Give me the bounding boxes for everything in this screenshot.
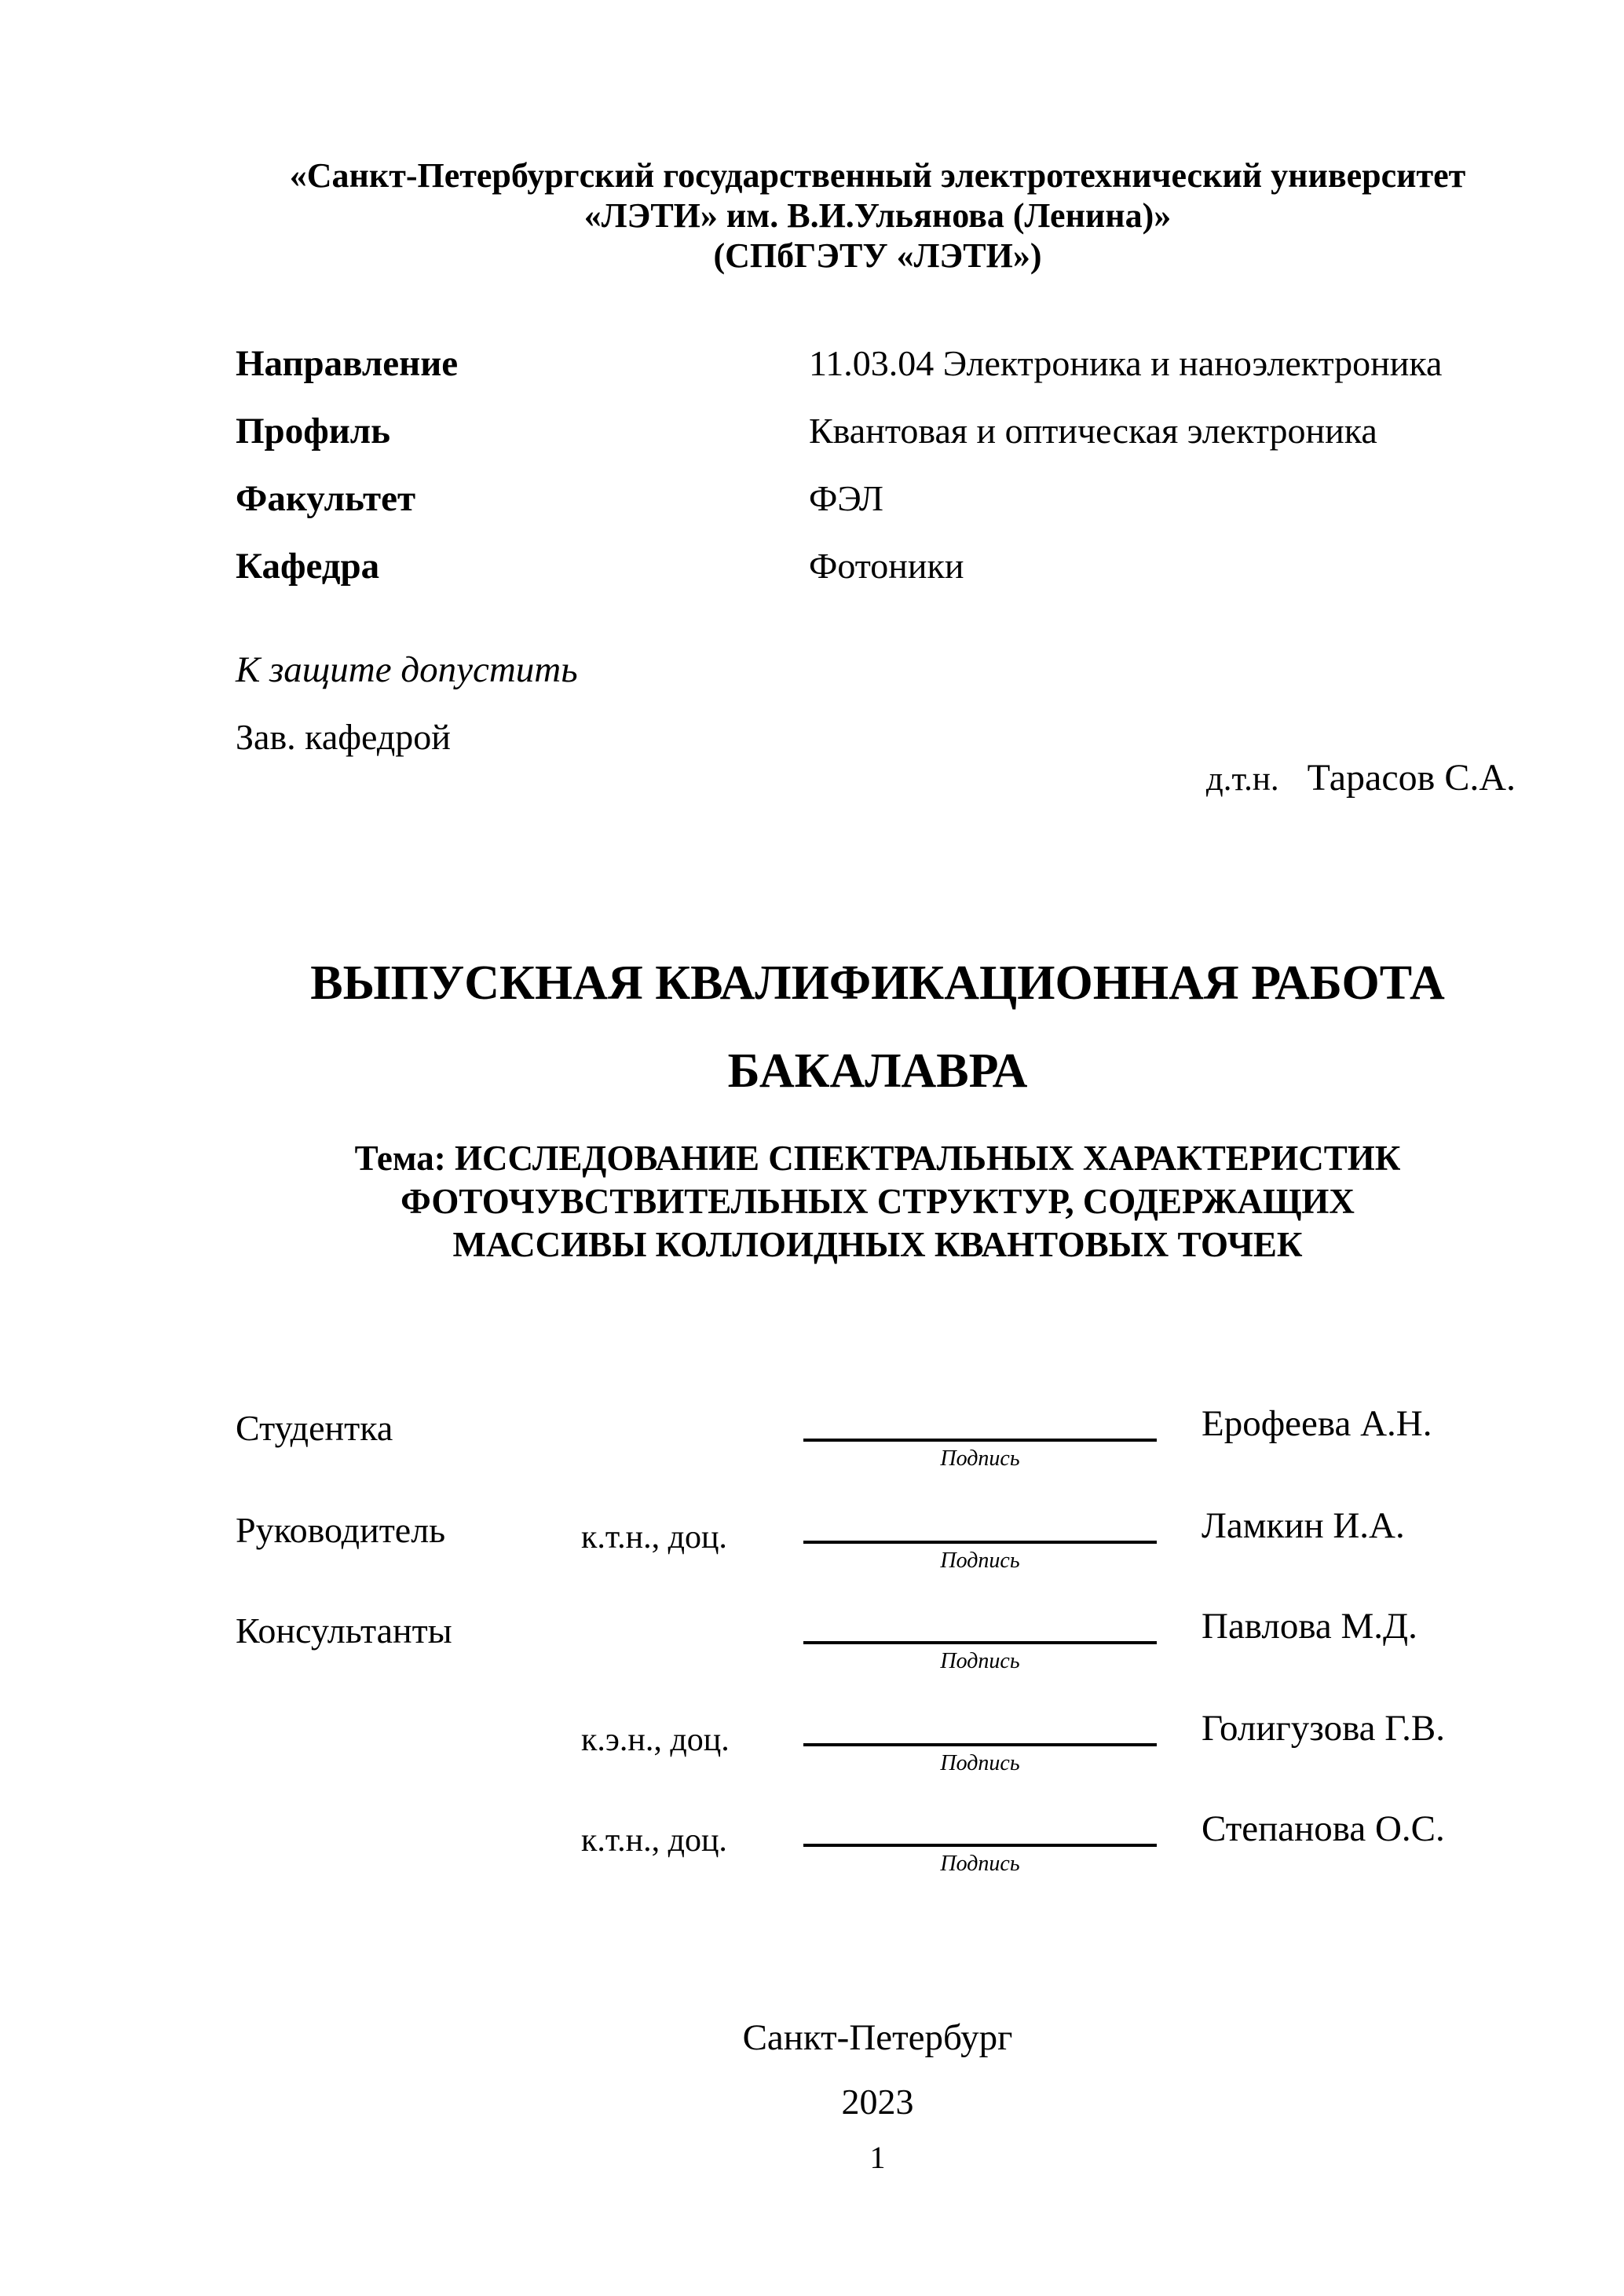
work-title-line2: БАКАЛАВРА — [727, 1044, 1028, 1098]
signature-line — [803, 1712, 1157, 1746]
signature-name: Ламкин И.А. — [1202, 1505, 1405, 1546]
signature-caption: Подпись — [940, 1852, 1020, 1876]
footer-city: Санкт-Петербург — [742, 2017, 1013, 2058]
field-label-profile: Профиль — [236, 411, 391, 452]
work-title — [236, 939, 1520, 1115]
signature-name: Ерофеева А.Н. — [1202, 1403, 1432, 1444]
field-label-faculty: Факультет — [236, 478, 416, 519]
university-name-line1: «Санкт-Петербургский государственный электротехнический университет — [289, 156, 1466, 195]
signature-name: Степанова О.С. — [1202, 1808, 1445, 1849]
signature-role: Руководитель — [236, 1510, 446, 1550]
field-value-direction: 11.03.04 Электроника и наноэлектроника — [809, 343, 1443, 383]
field-value-profile: Квантовая и оптическая электроника — [809, 411, 1377, 451]
field-label-department: Кафедра — [236, 546, 380, 587]
topic-line1: Тема: ИССЛЕДОВАНИЕ СПЕКТРАЛЬНЫХ ХАРАКТЕРИСТИК — [354, 1139, 1401, 1178]
field-value-department: Фотоники — [809, 546, 964, 586]
university-abbreviation: (СПбГЭТУ «ЛЭТИ») — [713, 236, 1042, 275]
signature-row-student — [236, 1403, 1520, 1501]
signature-row-consultant-2 — [236, 1708, 1520, 1806]
signature-row-consultant-3 — [236, 1808, 1520, 1907]
topic-block — [236, 1137, 1520, 1267]
signature-area — [803, 1712, 1157, 1776]
signature-area — [803, 1407, 1157, 1472]
field-row-direction — [236, 342, 1520, 393]
admission-statement: К защите допустить — [236, 649, 578, 690]
topic-line3: МАССИВЫ КОЛЛОИДНЫХ КВАНТОВЫХ ТОЧЕК — [452, 1225, 1303, 1264]
signature-area — [803, 1812, 1157, 1877]
signature-caption: Подпись — [940, 1548, 1020, 1573]
field-row-department — [236, 545, 1520, 595]
signature-name: Голигузова Г.В. — [1202, 1708, 1445, 1749]
field-row-profile — [236, 410, 1520, 460]
signature-name: Павлова М.Д. — [1202, 1606, 1417, 1647]
university-name-line2: «ЛЭТИ» им. В.И.Ульянова (Ленина)» — [583, 196, 1172, 235]
signature-role: Консультанты — [236, 1610, 452, 1651]
signature-degree: к.э.н., доц. — [581, 1722, 730, 1758]
signature-row-consultant-1 — [236, 1606, 1520, 1704]
page-number: 1 — [869, 2140, 886, 2175]
signature-line — [803, 1509, 1157, 1544]
approver-line — [1206, 756, 1516, 799]
signature-degree: к.т.н., доц. — [581, 1823, 727, 1859]
signature-area — [803, 1610, 1157, 1674]
topic-line2: ФОТОЧУВСТВИТЕЛЬНЫХ СТРУКТУР, СОДЕРЖАЩИХ — [401, 1182, 1355, 1221]
signature-role: Студентка — [236, 1408, 393, 1448]
signature-caption: Подпись — [940, 1446, 1020, 1471]
university-header — [236, 155, 1520, 276]
signature-caption: Подпись — [940, 1751, 1020, 1775]
signature-line — [803, 1610, 1157, 1644]
field-value-faculty: ФЭЛ — [809, 478, 884, 518]
field-label-direction: Направление — [236, 343, 459, 384]
approver-name: Тарасов С.А. — [1307, 757, 1516, 799]
head-of-department-label: Зав. кафедрой — [236, 717, 451, 757]
signature-line — [803, 1812, 1157, 1847]
signature-caption: Подпись — [940, 1649, 1020, 1673]
signature-line — [803, 1407, 1157, 1442]
footer-year: 2023 — [841, 2082, 914, 2122]
approver-degree: д.т.н. — [1205, 761, 1279, 798]
work-title-line1: ВЫПУСКНАЯ КВАЛИФИКАЦИОННАЯ РАБОТА — [310, 956, 1445, 1010]
field-row-faculty — [236, 477, 1520, 528]
signature-degree: к.т.н., доц. — [581, 1519, 727, 1556]
signature-area — [803, 1509, 1157, 1574]
signature-row-supervisor — [236, 1505, 1520, 1603]
